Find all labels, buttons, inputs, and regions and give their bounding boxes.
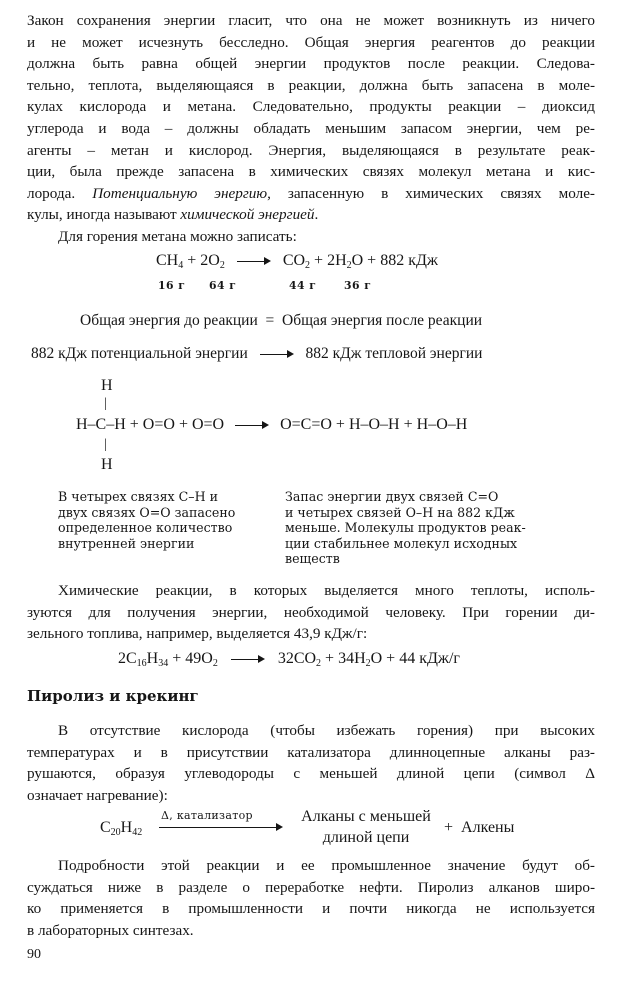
- mass-label: 16 г: [158, 279, 186, 292]
- diesel-equation: $2C_{16}H_{34} + 49O_2$ $32CO_2 + 34H_2O + 44$ кДж/г: [118, 650, 460, 669]
- arrow-condition-label: Δ, катализатор: [161, 809, 253, 822]
- text-line: должна быть равна общей энергии продуктов после реакции. Следова-: [27, 55, 595, 73]
- methane-intro: Для горения метана можно записать:: [58, 228, 297, 245]
- structure-bond-bottom: |: [104, 437, 107, 452]
- text-line: Закон сохранения энергии гласит, что она не может возникнуть из ничего: [27, 12, 595, 29]
- thermal-energy-label: 882 кДж тепловой энергии: [305, 345, 483, 362]
- structure-h-top: H: [101, 377, 113, 394]
- caption-line: меньше. Молекулы продуктов реак-: [285, 520, 526, 536]
- product-line: длиной цепи: [322, 829, 410, 846]
- text-line: ции, была прежде запасена в химических связях молекул метана и кис-: [27, 163, 595, 181]
- reaction-arrow: [260, 349, 294, 359]
- text-line: и не может исчезнуть бесследно. Общая энергия реагентов до реакции: [27, 33, 595, 51]
- mass-label: 36 г: [344, 279, 372, 292]
- caption-line: ции стабильнее молекул исходных: [285, 535, 518, 551]
- caption-line: внутренней энергии: [58, 535, 195, 551]
- reaction-arrow: [231, 654, 265, 664]
- text-line: означает нагревание):: [27, 786, 168, 804]
- caption-line: веществ: [285, 551, 340, 567]
- reactants-structure: H–C–H + O=O + O=O: [76, 416, 225, 433]
- caption-line: и четырех связей О–Н на 882 кДж: [285, 504, 515, 520]
- text-line: Подробности этой реакции и ее промышленное значение будут об-: [58, 857, 595, 874]
- text-span: , запасенную в химических связях моле-: [267, 184, 595, 202]
- final-paragraph: [27, 855, 595, 941]
- energy-conversion: [31, 345, 482, 363]
- text-line: суждаться ниже в разделе о переработке нефти. Пиролиз алканов широ-: [27, 878, 595, 896]
- caption-left: [58, 489, 268, 551]
- pyrolysis-paragraph: [27, 720, 595, 806]
- mass-label: 44 г: [289, 279, 317, 292]
- text-line: [27, 183, 595, 205]
- italic-term: Потенциальную энергию: [92, 184, 268, 202]
- text-line: в лабораторных синтезах.: [27, 921, 194, 939]
- structure-bond-top: |: [104, 396, 107, 411]
- methane-equation: $CH_4 + 2O_2$ $CO_2 + 2H_2O + 882$ кДж: [156, 252, 438, 271]
- alkenes-term: + Алкены: [444, 819, 515, 836]
- text-line: агенты – метан и кислород. Энергия, выделяющаяся в результате реак-: [27, 141, 595, 159]
- text-line: рушаются, образуя углеводороды с меньшей длиной цепи (символ Δ: [27, 765, 595, 783]
- energy-paragraph: [27, 580, 595, 645]
- text-line: В отсутствие кислорода (чтобы избежать горения) при высоких: [58, 722, 595, 739]
- reaction-arrow: [159, 822, 283, 832]
- section-heading: Пиролиз и крекинг: [27, 687, 199, 705]
- caption-line: определенное количество: [58, 520, 233, 536]
- text-line: Химические реакции, в которых выделяется много теплоты, исполь-: [58, 582, 595, 599]
- caption-right: [285, 489, 585, 567]
- text-line: зельного топлива, например, выделяется 43,9 кДж/г:: [27, 625, 368, 643]
- text-line: кулах кислорода и метана. Следовательно, продукты реакции – диоксид: [27, 98, 595, 116]
- reaction-arrow: [235, 420, 269, 430]
- potential-energy-label: 882 кДж потенциальной энергии: [31, 345, 248, 362]
- text-line: [27, 204, 595, 226]
- text-line: зуются для получения энергии, необходимой человеку. При горении ди-: [27, 603, 595, 621]
- reaction-arrow: [237, 256, 271, 266]
- text-line: углерода и вода – должны обладать меньшим запасом энергии, чем ре-: [27, 119, 595, 137]
- mass-label: 64 г: [209, 279, 237, 292]
- reactant-formula: $C_{20}H_{42}$: [100, 819, 143, 838]
- structure-h-bottom: H: [101, 456, 113, 473]
- product-line: Алканы с меньшей: [301, 808, 431, 825]
- italic-term: химической энергией: [180, 206, 315, 224]
- text-span: кулы, иногда называют: [27, 206, 181, 224]
- text-span: лорода.: [27, 184, 93, 202]
- caption-line: Запас энергии двух связей С=О: [285, 489, 499, 504]
- caption-line: двух связях О=О запасено: [58, 504, 236, 520]
- text-line: ко применяется в промышленности и почти никогда не используется: [27, 900, 595, 918]
- text-span: .: [314, 206, 319, 224]
- structural-equation: [76, 416, 467, 434]
- caption-line: В четырех связях С–Н и: [58, 489, 218, 504]
- page-number: 90: [27, 947, 41, 962]
- products-structure: O=C=O + H–O–H + H–O–H: [280, 416, 468, 433]
- energy-balance: Общая энергия до реакции = Общая энергия после реакции: [80, 312, 483, 329]
- text-line: температурах и в присутствии катализатора длинноцепные алканы раз-: [27, 743, 595, 761]
- text-line: тельно, теплота, выделяющаяся в реакции, должна быть запасена в моле-: [27, 76, 595, 94]
- intro-paragraph: [27, 10, 595, 226]
- product-description: [292, 806, 440, 848]
